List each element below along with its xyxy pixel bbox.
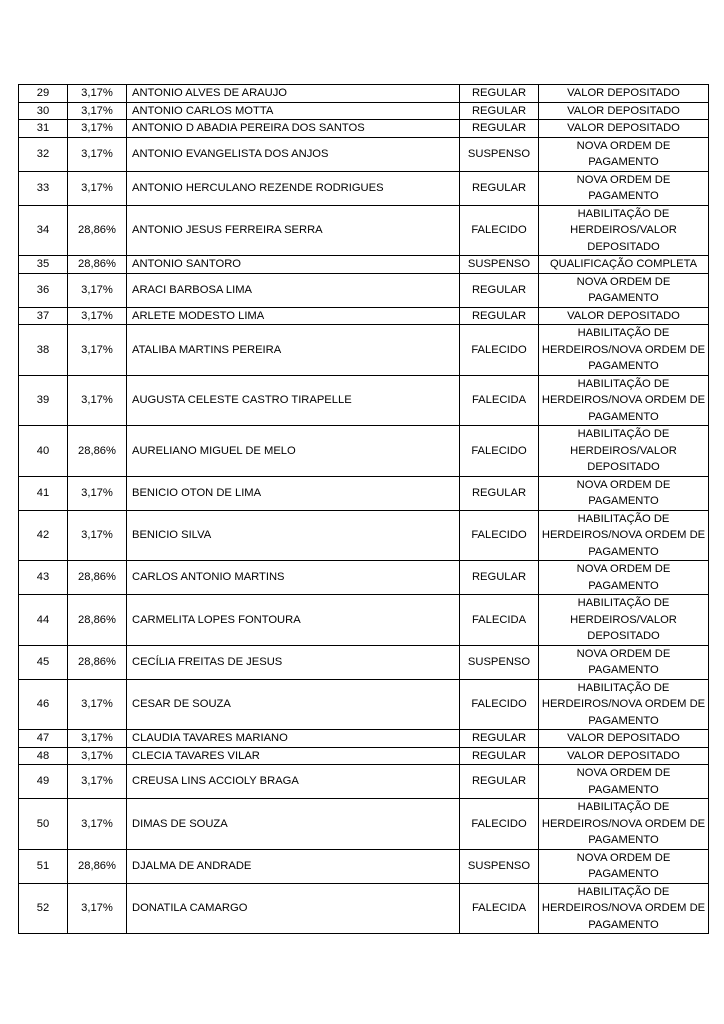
row-percentage: 3,17% (68, 730, 127, 748)
row-number: 37 (19, 307, 68, 325)
row-number: 51 (19, 849, 68, 883)
row-number: 38 (19, 325, 68, 376)
row-number: 31 (19, 120, 68, 138)
table-row (19, 137, 709, 171)
table-row (19, 747, 709, 765)
row-name: DJALMA DE ANDRADE (127, 849, 460, 883)
row-number: 35 (19, 256, 68, 274)
row-situation: HABILITAÇÃO DE HERDEIROS/NOVA ORDEM DE PAGAMENTO (539, 375, 709, 426)
table-row (19, 645, 709, 679)
row-status: FALECIDO (460, 679, 539, 730)
row-percentage: 3,17% (68, 510, 127, 561)
row-percentage: 28,86% (68, 645, 127, 679)
row-situation: NOVA ORDEM DE PAGAMENTO (539, 765, 709, 799)
row-situation: VALOR DEPOSITADO (539, 120, 709, 138)
row-situation: HABILITAÇÃO DE HERDEIROS/VALOR DEPOSITADO (539, 205, 709, 256)
row-number: 39 (19, 375, 68, 426)
table-row (19, 426, 709, 477)
row-number: 49 (19, 765, 68, 799)
row-situation: HABILITAÇÃO DE HERDEIROS/NOVA ORDEM DE PAGAMENTO (539, 510, 709, 561)
row-number: 44 (19, 595, 68, 646)
row-number: 34 (19, 205, 68, 256)
row-percentage: 3,17% (68, 307, 127, 325)
row-status: REGULAR (460, 102, 539, 120)
row-status: REGULAR (460, 120, 539, 138)
row-number: 30 (19, 102, 68, 120)
row-number: 41 (19, 476, 68, 510)
row-situation: VALOR DEPOSITADO (539, 730, 709, 748)
row-status: SUSPENSO (460, 137, 539, 171)
row-number: 32 (19, 137, 68, 171)
table-row (19, 849, 709, 883)
table-row (19, 476, 709, 510)
row-status: FALECIDO (460, 426, 539, 477)
table-row (19, 510, 709, 561)
row-situation: HABILITAÇÃO DE HERDEIROS/VALOR DEPOSITADO (539, 426, 709, 477)
row-status: REGULAR (460, 476, 539, 510)
table-body (19, 85, 709, 934)
row-situation: NOVA ORDEM DE PAGAMENTO (539, 849, 709, 883)
row-percentage: 3,17% (68, 85, 127, 103)
table-row (19, 205, 709, 256)
row-percentage: 3,17% (68, 102, 127, 120)
row-percentage: 3,17% (68, 679, 127, 730)
table-row (19, 561, 709, 595)
table-row (19, 799, 709, 850)
row-status: REGULAR (460, 747, 539, 765)
row-percentage: 28,86% (68, 426, 127, 477)
row-name: BENICIO OTON DE LIMA (127, 476, 460, 510)
table-row (19, 765, 709, 799)
row-number: 43 (19, 561, 68, 595)
row-number: 29 (19, 85, 68, 103)
row-status: FALECIDA (460, 595, 539, 646)
row-number: 36 (19, 273, 68, 307)
row-status: SUSPENSO (460, 645, 539, 679)
row-status: REGULAR (460, 307, 539, 325)
row-status: FALECIDO (460, 510, 539, 561)
table-row (19, 307, 709, 325)
row-situation: NOVA ORDEM DE PAGAMENTO (539, 171, 709, 205)
row-situation: HABILITAÇÃO DE HERDEIROS/NOVA ORDEM DE PAGAMENTO (539, 883, 709, 934)
row-name: CLECIA TAVARES VILAR (127, 747, 460, 765)
table-row (19, 85, 709, 103)
table-row (19, 595, 709, 646)
row-name: AURELIANO MIGUEL DE MELO (127, 426, 460, 477)
row-percentage: 3,17% (68, 747, 127, 765)
row-percentage: 3,17% (68, 476, 127, 510)
row-name: ATALIBA MARTINS PEREIRA (127, 325, 460, 376)
row-name: ANTONIO EVANGELISTA DOS ANJOS (127, 137, 460, 171)
row-percentage: 28,86% (68, 595, 127, 646)
table-row (19, 730, 709, 748)
row-situation: VALOR DEPOSITADO (539, 85, 709, 103)
row-name: ANTONIO ALVES DE ARAUJO (127, 85, 460, 103)
row-number: 52 (19, 883, 68, 934)
row-situation: NOVA ORDEM DE PAGAMENTO (539, 273, 709, 307)
row-status: REGULAR (460, 273, 539, 307)
row-status: REGULAR (460, 730, 539, 748)
row-percentage: 3,17% (68, 325, 127, 376)
row-name: CESAR DE SOUZA (127, 679, 460, 730)
beneficiaries-table (18, 84, 709, 934)
row-number: 40 (19, 426, 68, 477)
row-situation: NOVA ORDEM DE PAGAMENTO (539, 476, 709, 510)
row-name: ANTONIO SANTORO (127, 256, 460, 274)
row-name: CARLOS ANTONIO MARTINS (127, 561, 460, 595)
row-percentage: 3,17% (68, 375, 127, 426)
row-situation: VALOR DEPOSITADO (539, 102, 709, 120)
row-name: CREUSA LINS ACCIOLY BRAGA (127, 765, 460, 799)
table-row (19, 375, 709, 426)
row-name: DIMAS DE SOUZA (127, 799, 460, 850)
row-situation: HABILITAÇÃO DE HERDEIROS/VALOR DEPOSITADO (539, 595, 709, 646)
row-name: BENICIO SILVA (127, 510, 460, 561)
row-status: FALECIDA (460, 883, 539, 934)
row-percentage: 28,86% (68, 256, 127, 274)
table-row (19, 102, 709, 120)
row-status: FALECIDA (460, 375, 539, 426)
row-percentage: 3,17% (68, 273, 127, 307)
row-percentage: 3,17% (68, 883, 127, 934)
row-name: CECÍLIA FREITAS DE JESUS (127, 645, 460, 679)
row-situation: HABILITAÇÃO DE HERDEIROS/NOVA ORDEM DE PAGAMENTO (539, 679, 709, 730)
row-name: CARMELITA LOPES FONTOURA (127, 595, 460, 646)
row-situation: NOVA ORDEM DE PAGAMENTO (539, 645, 709, 679)
table-row (19, 325, 709, 376)
row-percentage: 3,17% (68, 171, 127, 205)
row-status: FALECIDO (460, 205, 539, 256)
row-percentage: 28,86% (68, 205, 127, 256)
row-situation: NOVA ORDEM DE PAGAMENTO (539, 561, 709, 595)
row-percentage: 28,86% (68, 849, 127, 883)
row-status: FALECIDO (460, 325, 539, 376)
row-status: REGULAR (460, 171, 539, 205)
row-situation: HABILITAÇÃO DE HERDEIROS/NOVA ORDEM DE PAGAMENTO (539, 325, 709, 376)
row-number: 42 (19, 510, 68, 561)
table-row (19, 883, 709, 934)
row-name: CLAUDIA TAVARES MARIANO (127, 730, 460, 748)
row-status: SUSPENSO (460, 256, 539, 274)
row-number: 50 (19, 799, 68, 850)
row-situation: VALOR DEPOSITADO (539, 747, 709, 765)
row-situation: VALOR DEPOSITADO (539, 307, 709, 325)
row-situation: QUALIFICAÇÃO COMPLETA (539, 256, 709, 274)
row-percentage: 3,17% (68, 765, 127, 799)
row-number: 45 (19, 645, 68, 679)
table-row (19, 120, 709, 138)
row-name: ANTONIO D ABADIA PEREIRA DOS SANTOS (127, 120, 460, 138)
row-status: REGULAR (460, 561, 539, 595)
row-status: SUSPENSO (460, 849, 539, 883)
row-name: AUGUSTA CELESTE CASTRO TIRAPELLE (127, 375, 460, 426)
row-status: REGULAR (460, 765, 539, 799)
table-row (19, 679, 709, 730)
row-name: ANTONIO JESUS FERREIRA SERRA (127, 205, 460, 256)
row-number: 33 (19, 171, 68, 205)
table-row (19, 256, 709, 274)
row-name: ARLETE MODESTO LIMA (127, 307, 460, 325)
row-status: REGULAR (460, 85, 539, 103)
row-name: ANTONIO HERCULANO REZENDE RODRIGUES (127, 171, 460, 205)
table-row (19, 273, 709, 307)
row-number: 47 (19, 730, 68, 748)
row-number: 48 (19, 747, 68, 765)
row-name: ARACI BARBOSA LIMA (127, 273, 460, 307)
table-row (19, 171, 709, 205)
row-number: 46 (19, 679, 68, 730)
row-percentage: 3,17% (68, 137, 127, 171)
row-situation: NOVA ORDEM DE PAGAMENTO (539, 137, 709, 171)
row-name: ANTONIO CARLOS MOTTA (127, 102, 460, 120)
row-status: FALECIDO (460, 799, 539, 850)
row-percentage: 3,17% (68, 120, 127, 138)
row-name: DONATILA CAMARGO (127, 883, 460, 934)
row-percentage: 3,17% (68, 799, 127, 850)
row-situation: HABILITAÇÃO DE HERDEIROS/NOVA ORDEM DE PAGAMENTO (539, 799, 709, 850)
row-percentage: 28,86% (68, 561, 127, 595)
